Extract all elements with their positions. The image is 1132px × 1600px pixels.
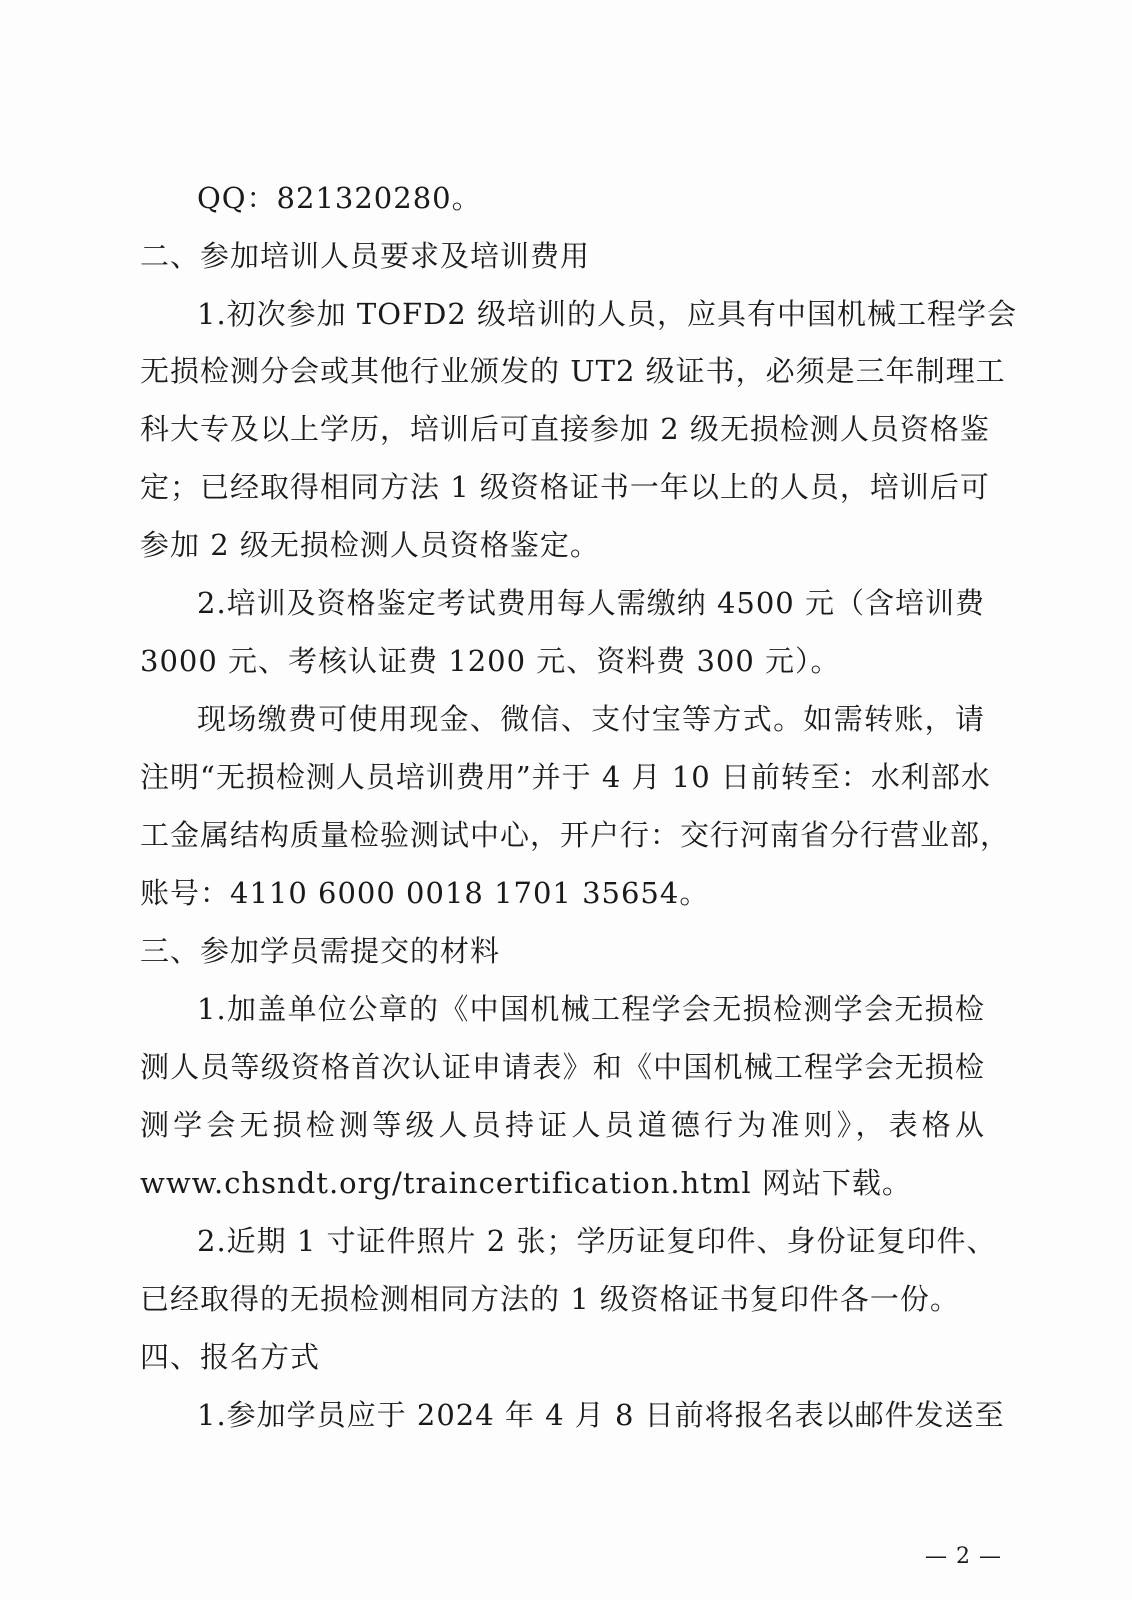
paragraph-line: 已经取得的无损检测相同方法的 1 级资格证书复印件各一份。 bbox=[140, 1282, 960, 1316]
qq-contact-line: QQ：821320280。 bbox=[197, 181, 482, 215]
paragraph-line: 科大专及以上学历，培训后可直接参加 2 级无损检测人员资格鉴 bbox=[140, 412, 990, 446]
paragraph-line: 2.培训及资格鉴定考试费用每人需缴纳 4500 元（含培训费 bbox=[197, 586, 985, 620]
paragraph-line: 参加 2 级无损检测人员资格鉴定。 bbox=[140, 528, 600, 562]
section-heading-2: 二、参加培训人员要求及培训费用 bbox=[140, 239, 591, 273]
bank-account-line: 账号：4110 6000 0018 1701 35654。 bbox=[140, 876, 710, 910]
paragraph-line: 测学会无损检测等级人员持证人员道德行为准则》，表格从 bbox=[140, 1108, 985, 1142]
paragraph-line: 现场缴费可使用现金、微信、支付宝等方式。如需转账，请 bbox=[197, 702, 985, 736]
website-line: www.chsndt.org/traincertification.html 网站下载。 bbox=[140, 1166, 912, 1200]
paragraph-line: 定；已经取得相同方法 1 级资格证书一年以上的人员，培训后可 bbox=[140, 470, 990, 504]
paragraph-line: 注明“无损检测人员培训费用”并于 4 月 10 日前转至：水利部水 bbox=[140, 760, 991, 794]
paragraph-line: 1.参加学员应于 2024 年 4 月 8 日前将报名表以邮件发送至 bbox=[197, 1398, 1005, 1432]
paragraph-line: 工金属结构质量检验测试中心，开户行：交行河南省分行营业部， bbox=[140, 818, 1011, 852]
paragraph-line: 无损检测分会或其他行业颁发的 UT2 级证书，必须是三年制理工 bbox=[140, 354, 1006, 388]
paragraph-line: 3000 元、考核认证费 1200 元、资料费 300 元）。 bbox=[140, 644, 841, 678]
paragraph-line: 测人员等级资格首次认证申请表》和《中国机械工程学会无损检 bbox=[140, 1050, 985, 1084]
section-heading-3: 三、参加学员需提交的材料 bbox=[140, 934, 501, 968]
page-number: — 2 — bbox=[925, 1544, 1002, 1569]
paragraph-line: 1.初次参加 TOFD2 级培训的人员，应具有中国机械工程学会 bbox=[197, 297, 1018, 331]
paragraph-line: 1.加盖单位公章的《中国机械工程学会无损检测学会无损检 bbox=[197, 992, 985, 1026]
section-heading-4: 四、报名方式 bbox=[140, 1340, 321, 1374]
paragraph-line: 2.近期 1 寸证件照片 2 张；学历证复印件、身份证复印件、 bbox=[197, 1224, 997, 1258]
